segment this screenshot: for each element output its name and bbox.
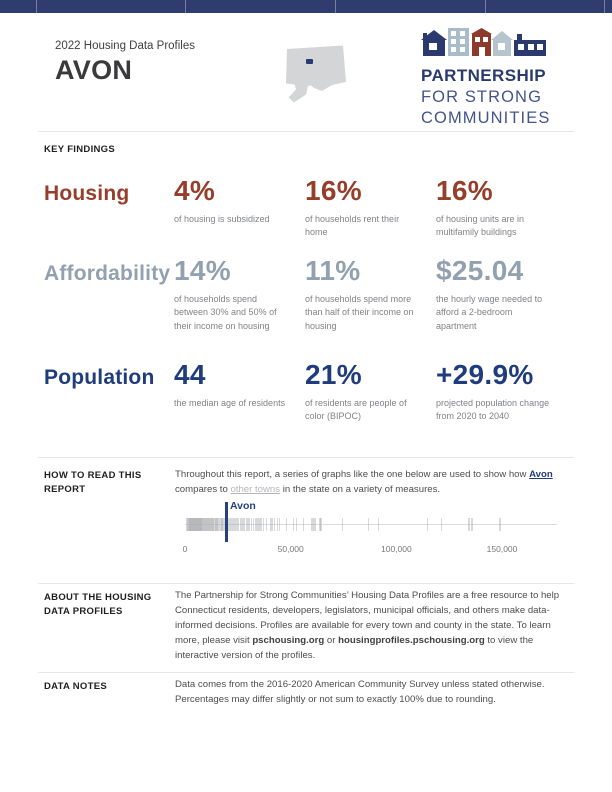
bar-divider <box>36 0 37 13</box>
logo-text-line1: PARTNERSHIP <box>421 66 546 85</box>
stat-value: 4% <box>174 175 216 206</box>
logo-text-line2: FOR STRONG <box>421 88 542 106</box>
logo-skyline-icon <box>421 26 547 58</box>
stat-value: 21% <box>305 359 362 390</box>
divider <box>38 672 574 673</box>
key-findings-row-population <box>44 360 575 424</box>
avon-marker-label: Avon <box>229 500 256 512</box>
bar-divider <box>185 0 186 13</box>
avon-marker-line <box>225 502 228 542</box>
stat-description: of households spend more than half of their income on housing <box>305 293 414 331</box>
stat-description: projected population change from 2020 to 2040 <box>436 397 550 422</box>
connecticut-map <box>281 44 349 108</box>
divider <box>38 131 574 132</box>
other-towns-link[interactable]: other towns <box>230 483 281 495</box>
key-findings-row-affordability <box>44 256 575 333</box>
logo-text-line3: COMMUNITIES <box>421 109 551 127</box>
how-to-read-text: Throughout this report, a series of graphs like the one below are used to show how <box>175 469 530 480</box>
row-label-housing: Housing <box>44 182 130 205</box>
stat-description: of housing units are in multifamily buildings <box>436 213 525 238</box>
about-text: to view the interactive version of the profiles. <box>175 634 534 661</box>
stat-description: of housing is subsidized <box>174 213 270 224</box>
how-to-read-text: compares to <box>175 483 231 495</box>
stat-value: $25.04 <box>436 255 524 286</box>
page-header <box>55 40 195 86</box>
stat-subsidized <box>174 176 305 240</box>
stat-value: 14% <box>174 255 231 286</box>
divider <box>38 583 574 584</box>
stat-value: +29.9% <box>436 359 534 390</box>
stat-cost-burdened <box>174 256 305 333</box>
x-tick-label: 100,000 <box>380 544 412 554</box>
stat-description: the median age of residents <box>174 397 286 408</box>
avon-map-marker <box>306 59 313 64</box>
bar-divider <box>335 0 336 13</box>
x-tick-label: 150,000 <box>486 544 518 554</box>
bar-divider <box>485 0 486 13</box>
avon-link[interactable]: Avon <box>529 469 553 480</box>
stat-description: of residents are people of color (BIPOC) <box>305 397 407 422</box>
stat-description: of households rent their home <box>305 213 400 238</box>
about-heading: ABOUT THE HOUSING DATA PROFILES <box>44 592 152 617</box>
data-notes-heading: DATA NOTES <box>44 681 107 692</box>
about-text: The Partnership for Strong Communities’ Housing Data Profiles are a free resource to help Connecticut residents, developers, legislators, municipal officials, and others make data-informed decisions. Profiles are available for every town and county in the state. To learn more, please visit <box>175 590 560 646</box>
stat-value: 11% <box>305 255 361 286</box>
stat-renters <box>305 176 436 240</box>
how-to-read-paragraph <box>175 468 577 498</box>
key-findings-row-housing <box>44 176 575 240</box>
bar-divider <box>604 0 605 13</box>
stat-severely-cost-burdened <box>305 256 436 333</box>
row-label-affordability: Affordability <box>44 262 171 285</box>
top-accent-bar <box>0 0 612 13</box>
row-label-population: Population <box>44 366 155 389</box>
stat-value: 44 <box>174 359 206 390</box>
stat-value: 16% <box>305 175 362 206</box>
key-findings-heading: KEY FINDINGS <box>44 144 115 155</box>
how-to-read-text: in the state on a variety of measures. <box>280 483 441 495</box>
housingprofiles-link[interactable]: housingprofiles.pschousing.org <box>338 634 485 646</box>
x-tick-label: 0 <box>182 544 188 554</box>
how-to-read-heading: HOW TO READ THIS REPORT <box>44 470 142 495</box>
divider <box>38 457 574 458</box>
stat-description: of households spend between 30% and 50% of their income on housing <box>174 293 277 331</box>
stat-bipoc <box>305 360 436 424</box>
stat-value: 16% <box>436 175 493 206</box>
population-strip-plot <box>182 500 565 558</box>
data-notes-paragraph: Data comes from the 2016-2020 American Community Survey unless stated otherwise. Percentages may differ slightly or not sum to exactly 100% due to rounding. <box>175 679 545 705</box>
x-tick-label: 50,000 <box>277 544 304 554</box>
stat-multifamily <box>436 176 575 240</box>
town-title: AVON <box>55 55 133 85</box>
about-paragraph <box>175 589 577 664</box>
report-series-label: 2022 Housing Data Profiles <box>55 40 195 52</box>
stat-population-change <box>436 360 575 424</box>
stat-description: the hourly wage needed to afford a 2-bedroom apartment <box>436 293 543 331</box>
about-text: or <box>324 634 339 646</box>
pschousing-link[interactable]: pschousing.org <box>252 634 325 646</box>
partnership-logo <box>421 26 549 128</box>
stat-median-age <box>174 360 305 424</box>
stat-hourly-wage <box>436 256 575 333</box>
